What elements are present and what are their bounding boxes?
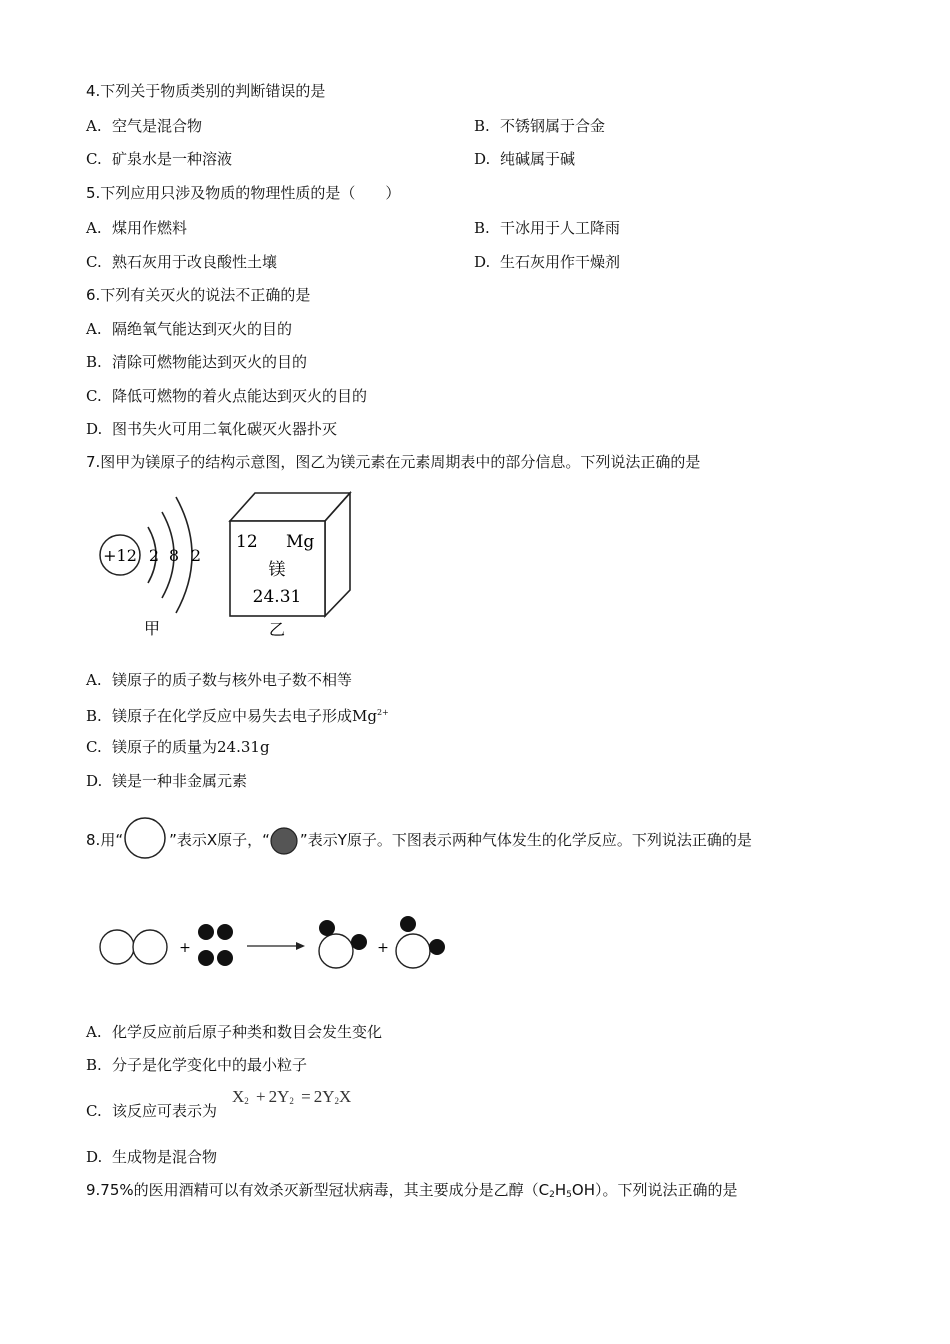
atom-structure-diagram <box>90 490 220 640</box>
nucleus-charge: +12 <box>103 546 137 565</box>
figure-label-yi: 乙 <box>268 620 286 639</box>
product-molecule-1 <box>319 920 367 968</box>
q4-option-b: B. 不锈钢属于合金 <box>474 117 606 135</box>
q7-option-b: B. 镁原子在化学反应中易失去电子形成$Mg^{2+}$ <box>86 707 389 725</box>
q6-stem: 6.下列有关灭火的说法不正确的是 <box>86 286 311 304</box>
q7-option-a: A. 镁原子的质子数与核外电子数不相等 <box>86 671 353 689</box>
q7-option-d: D. 镁是一种非金属元素 <box>86 772 248 790</box>
reaction-equation: $X_2 + 2Y_2 = 2Y_2X$ <box>232 1087 352 1106</box>
q6-option-d: D. 图书失火可用二氧化碳灭火器扑灭 <box>86 420 338 438</box>
q6-option-c: C. 降低可燃物的着火点能达到灭火的目的 <box>86 387 368 405</box>
periodic-table-cell <box>225 488 365 643</box>
q4-option-d: D. 纯碱属于碱 <box>474 150 576 168</box>
x-atom-icon <box>123 831 169 851</box>
q5-option-a: A. 煤用作燃料 <box>86 219 188 237</box>
q8-option-a: A. 化学反应前后原子种类和数目会发生变化 <box>86 1023 383 1041</box>
q8-option-c: C. 该反应可表示为 <box>86 1102 218 1120</box>
q6-option-a: A. 隔绝氧气能达到灭火的目的 <box>86 320 293 338</box>
q4-stem: 4.下列关于物质类别的判断错误的是 <box>86 82 326 100</box>
reaction-arrow <box>247 942 305 950</box>
product-molecule-2 <box>396 916 445 968</box>
q5-stem: 5.下列应用只涉及物质的物理性质的是（ ） <box>86 184 401 202</box>
q5-option-c: C. 熟石灰用于改良酸性土壤 <box>86 253 278 271</box>
figure-label-jia: 甲 <box>143 619 161 638</box>
q9-stem: 9.75%的医用酒精可以有效杀灭新型冠状病毒，其主要成分是乙醇$(C_2H_5OH)$。下列说法正确的是 <box>86 1181 738 1200</box>
q5-option-b: B. 干冰用于人工降雨 <box>474 219 621 237</box>
q6-option-b: B. 清除可燃物能达到灭火的目的 <box>86 353 308 371</box>
shell-1-electrons: 2 <box>148 546 160 565</box>
reactant-y2-molecules <box>198 924 233 966</box>
q7-option-c: C. 镁原子的质量为24.31g <box>86 738 270 756</box>
reactant-x2-molecule <box>100 930 167 964</box>
plus-sign-2: + <box>377 940 389 956</box>
q8-stem: 8.用“ ”表示X原子，“ ”表示Y原子。下图表示两种气体发生的化学反应。下列说法正确的是 <box>86 830 752 851</box>
q8-option-b: B. 分子是化学变化中的最小粒子 <box>86 1056 308 1074</box>
element-symbol: Mg <box>286 532 315 552</box>
reaction-diagram <box>95 912 455 982</box>
q4-option-a: A. 空气是混合物 <box>86 117 203 135</box>
y-atom-icon <box>270 831 300 851</box>
shell-3-electrons: 2 <box>190 546 202 565</box>
q8-option-d: D. 生成物是混合物 <box>86 1148 218 1166</box>
q4-option-c: C. 矿泉水是一种溶液 <box>86 150 233 168</box>
element-name: 镁 <box>268 560 286 580</box>
q5-option-d: D. 生石灰用作干燥剂 <box>474 253 621 271</box>
ion-charge: 2+ <box>376 708 389 717</box>
shell-2-electrons: 8 <box>168 546 180 565</box>
atomic-mass: 24.31 <box>252 587 302 607</box>
q7-stem: 7.图甲为镁原子的结构示意图，图乙为镁元素在元素周期表中的部分信息。下列说法正确的是 <box>86 453 701 471</box>
plus-sign-1: + <box>179 940 191 956</box>
atomic-number: 12 <box>236 532 258 552</box>
